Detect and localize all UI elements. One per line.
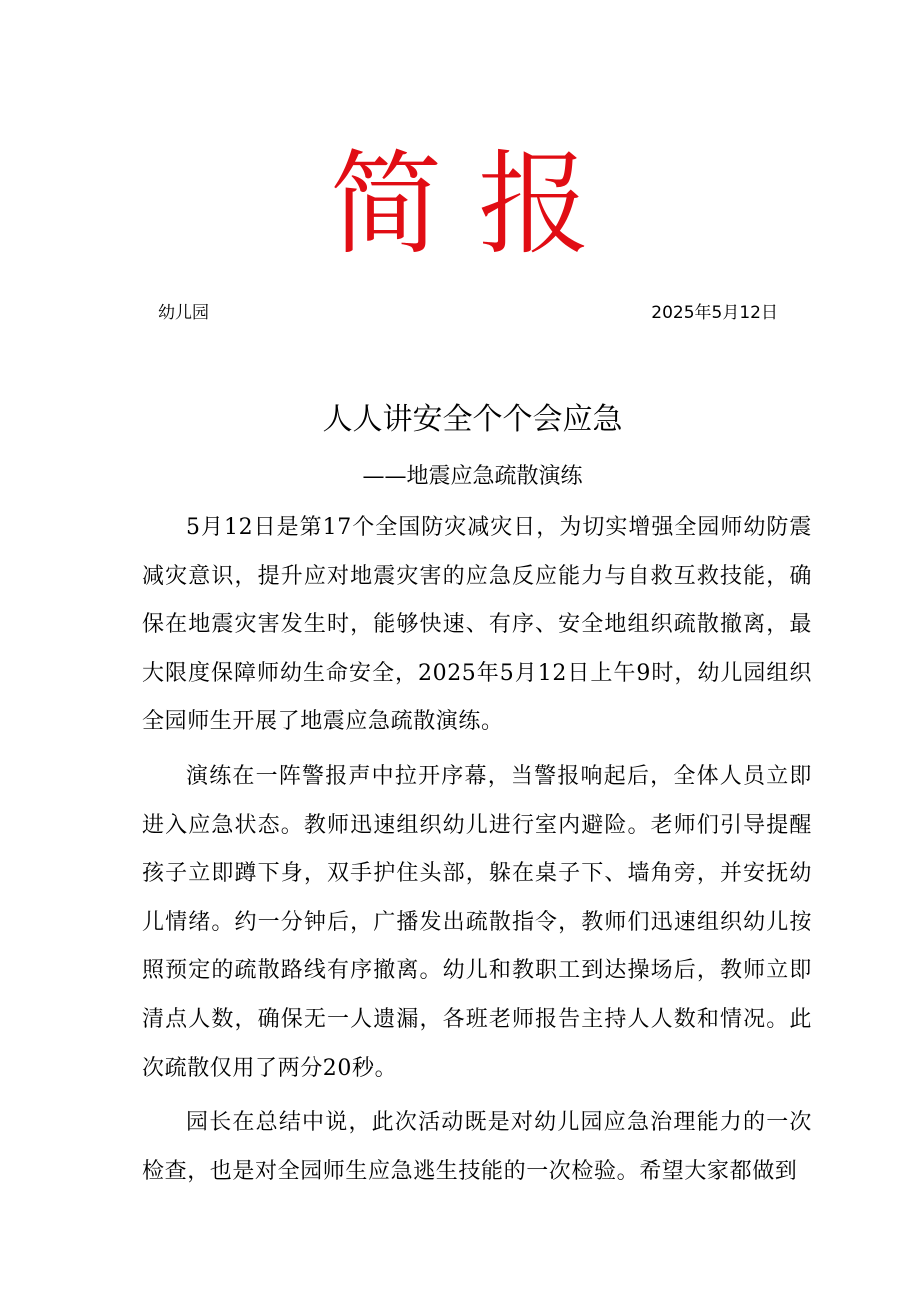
paragraph-3: 园长在总结中说，此次活动既是对幼儿园应急治理能力的一次检查，也是对全园师生应急逃生技能的一次检验。希望大家都做到 (142, 1110, 812, 1184)
issue-date: 2025年5月12日 (651, 303, 778, 323)
article-subtitle: ——地震应急疏散演练 (362, 464, 583, 489)
article-body (142, 504, 812, 1202)
masthead-title: 简报 (330, 140, 626, 270)
paragraph-1: 5月12日是第17个全国防灾减灾日，为切实增强全园师幼防震减灾意识，提升应对地震灾害的应急反应能力与自救互救技能，确保在地震灾害发生时，能够快速、有序、安全地组织疏散撤离，最大限度保障师幼生命安全，2025年5月12日上午9时，幼儿园组织全园师生开展了地震应急疏散演练。 (142, 515, 812, 735)
paragraph-2: 演练在一阵警报声中拉开序幕，当警报响起后，全体人员立即进入应急状态。教师迅速组织幼儿进行室内避险。老师们引导提醒孩子立即蹲下身，双手护住头部，躲在桌子下、墙角旁，并安抚幼儿情绪。约一分钟后，广播发出疏散指令，教师们迅速组织幼儿按照预定的疏散路线有序撤离。幼儿和教职工到达操场后，教师立即清点人数，确保无一人遗漏，各班老师报告主持人人数和情况。此次疏散仅用了两分20秒。 (142, 763, 812, 1081)
organization-name: 幼儿园 (158, 303, 209, 323)
article-title: 人人讲安全个个会应急 (322, 402, 623, 437)
